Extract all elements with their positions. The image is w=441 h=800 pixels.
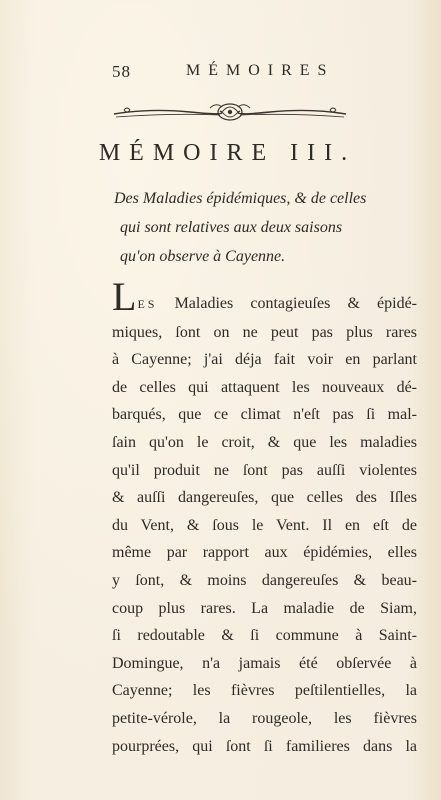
first-word-caps: ES xyxy=(137,297,158,311)
fleuron-ornament-icon xyxy=(110,98,350,124)
subtitle-line: qui sont relatives aux deux saisons xyxy=(120,219,343,236)
text-line: de celles qui attaquent les nouveaux dé- xyxy=(112,378,417,396)
page-number: 58 xyxy=(112,62,131,81)
text-line: y ſont, & moins dangereuſes & beau- xyxy=(112,571,417,589)
text-line: barqués, que ce climat n'eſt pas ſi mal- xyxy=(112,406,417,424)
memoir-subtitle xyxy=(114,184,414,271)
text-line: du Vent, & ſous le Vent. Il en eſt de xyxy=(112,516,417,534)
text-line: même par rapport aux épidémies, elles xyxy=(112,544,417,562)
text-line: à Cayenne; j'ai déja fait voir en parlant xyxy=(112,351,417,369)
memoir-title: MÉMOIRE III. xyxy=(98,140,357,166)
text-line: ſain qu'on le croit, & que les maladies xyxy=(112,433,417,451)
text-line: miques, ſont on ne peut pas plus rares xyxy=(112,323,417,341)
first-line-text: Maladies contagieuſes & épidé- xyxy=(157,295,417,312)
text-line: petite-vérole, la rougeole, les fièvres xyxy=(112,709,417,727)
text-line: qu'il produit ne ſont pas auſſi violentes xyxy=(112,461,417,479)
text-line: Domingue, n'a jamais été obſervée à xyxy=(112,654,417,672)
drop-cap: L xyxy=(112,274,137,319)
text-line: ſi redoutable & ſi commune à Saint- xyxy=(112,627,417,645)
subtitle-line: Des Maladies épidémiques, & de celles xyxy=(114,190,367,207)
text-line: pourprées, qui ſont ſi familieres dans la xyxy=(112,737,417,755)
text-line: coup plus rares. La maladie de Siam, xyxy=(112,599,417,617)
running-head xyxy=(0,60,441,90)
text-line: & auſſi dangereuſes, que celles des Iſles xyxy=(112,489,417,507)
first-line xyxy=(112,274,417,319)
running-title: MÉMOIRES xyxy=(186,62,335,79)
subtitle-line: qu'on observe à Cayenne. xyxy=(120,248,286,265)
text-line: Cayenne; les fièvres peſtilentielles, la xyxy=(112,682,417,700)
body-text xyxy=(112,274,417,760)
